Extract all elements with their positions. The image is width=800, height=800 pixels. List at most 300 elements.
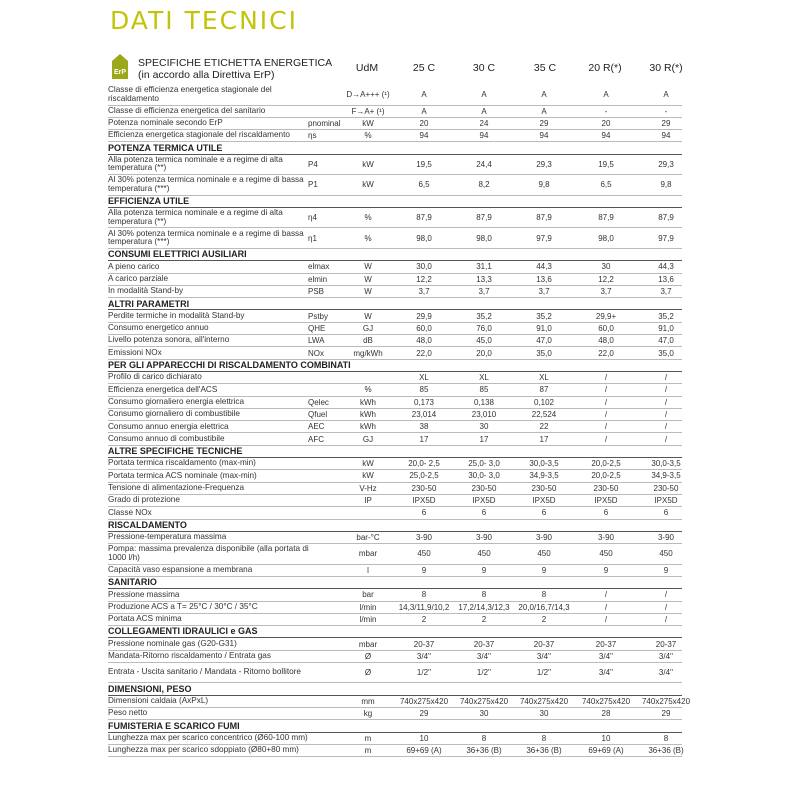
row-value: 30,0- 3,0: [468, 471, 500, 481]
row-label: Peso netto: [108, 708, 148, 718]
row-label: Tensione di alimentazione-Frequenza: [108, 483, 245, 493]
row-symbol: pnominal: [308, 118, 341, 128]
row-value: 87,9: [476, 213, 492, 223]
row-value: 29: [419, 709, 429, 719]
row-value: 3-90: [597, 532, 614, 542]
row-label: Pressione massima: [108, 589, 180, 599]
row-value: 3/4'': [598, 668, 614, 678]
row-value: IPX5D: [594, 496, 618, 506]
table-row: [108, 544, 682, 565]
row-value: /: [604, 373, 608, 383]
row-unit: W: [364, 262, 372, 272]
row-symbol: elmax: [308, 262, 330, 272]
row-unit: kWh: [360, 397, 376, 407]
table-row: [108, 106, 682, 118]
row-label: Consumo giornaliero di combustibile: [108, 409, 240, 419]
section-title: ALTRE SPECIFICHE TECNICHE: [108, 446, 243, 457]
page-title: DATI TECNICI: [110, 6, 298, 35]
row-value: 20-37: [655, 639, 677, 649]
row-value: 740x275x420: [641, 696, 691, 706]
row-value: 19,5: [598, 159, 614, 169]
table-row: [108, 261, 682, 273]
row-value: 6: [541, 508, 547, 518]
erp-label-icon: [108, 52, 132, 80]
row-value: 13,6: [536, 274, 552, 284]
row-value: /: [604, 590, 608, 600]
row-label: Pompa: massima prevalenza disponibile (alla portata di 1000 l/h): [108, 544, 309, 562]
row-label: Produzione ACS a T= 25°C / 30°C / 35°C: [108, 601, 258, 611]
row-value: 450: [599, 549, 613, 559]
row-value: 3-90: [535, 532, 552, 542]
row-label: A pieno carico: [108, 261, 160, 271]
row-value: 76,0: [476, 323, 492, 333]
row-symbol: [308, 614, 344, 625]
row-value: -: [604, 106, 608, 116]
row-value: IPX5D: [532, 496, 556, 506]
section-header: [108, 626, 682, 638]
table-row: [108, 130, 682, 142]
table-row: [108, 228, 682, 249]
row-symbol: [308, 638, 344, 649]
row-value: 98,0: [476, 233, 492, 243]
row-value: A: [421, 106, 427, 116]
row-value: 3,7: [478, 287, 490, 297]
row-value: 6: [603, 508, 609, 518]
row-value: 36+36 (B): [648, 746, 684, 756]
row-value: 35,2: [476, 311, 492, 321]
row-unit: IP: [364, 496, 372, 506]
row-value: 1/2'': [476, 668, 492, 678]
row-value: 60,0: [416, 323, 432, 333]
row-value: 87: [539, 385, 549, 395]
row-unit: m: [364, 733, 372, 743]
row-symbol: [308, 458, 344, 469]
column-header-20r: 20 R(*): [588, 62, 622, 74]
row-value: 30: [479, 422, 489, 432]
row-value: A: [663, 90, 669, 100]
table-row: [108, 384, 682, 396]
row-value: 0,173: [413, 397, 435, 407]
row-value: 3-90: [415, 532, 432, 542]
section-title: EFFICIENZA UTILE: [108, 196, 190, 207]
row-value: 230-50: [653, 483, 679, 493]
row-unit: Ø: [364, 651, 372, 661]
row-symbol: η1: [308, 233, 317, 243]
row-label: Alla potenza termica nominale e a regime di alta temperatura (**): [108, 154, 283, 173]
row-value: 450: [659, 549, 673, 559]
row-unit: mg/kWh: [353, 348, 383, 358]
row-value: 87,9: [598, 213, 614, 223]
section-header: [108, 360, 682, 372]
row-value: 8: [541, 590, 547, 600]
row-label: Consumo annuo energia elettrica: [108, 421, 229, 431]
section-header: [108, 577, 682, 589]
row-label: Pressione nominale gas (G20-G31): [108, 638, 237, 648]
row-unit: kWh: [360, 409, 376, 419]
row-value: 3/4'': [598, 651, 614, 661]
row-value: 13,6: [658, 274, 674, 284]
row-value: 450: [537, 549, 551, 559]
row-label: Consumo annuo di combustibile: [108, 433, 225, 443]
row-value: 3,7: [538, 287, 550, 297]
row-value: 87,9: [658, 213, 674, 223]
row-unit: [340, 372, 396, 383]
row-label: Lunghezza max per scarico sdoppiato (Ø80+80 mm): [108, 745, 299, 755]
row-unit: kW: [362, 180, 374, 190]
row-value: 94: [601, 131, 611, 141]
section-title: SANITARIO: [108, 577, 157, 588]
row-value: /: [604, 434, 608, 444]
row-unit: kW: [362, 459, 374, 469]
row-symbol: LWA: [308, 336, 325, 346]
row-value: 23,010: [471, 409, 497, 419]
row-label: Consumo energetico annuo: [108, 323, 209, 333]
row-value: 94: [539, 131, 549, 141]
section-header: [108, 683, 682, 695]
row-value: 31,1: [476, 262, 492, 272]
table-row: [108, 532, 682, 544]
row-value: 8,2: [478, 180, 490, 190]
row-unit: GJ: [362, 323, 374, 333]
row-value: /: [604, 602, 608, 612]
section-header: [108, 720, 682, 732]
section-header: [108, 298, 682, 310]
row-value: 24,4: [476, 159, 492, 169]
row-value: 20: [419, 118, 429, 128]
section-title: RISCALDAMENTO: [108, 519, 187, 530]
row-value: 29,9: [416, 311, 432, 321]
row-symbol: P4: [308, 159, 318, 169]
row-symbol: NOx: [308, 348, 324, 358]
row-value: 450: [477, 549, 491, 559]
row-value: 230-50: [471, 483, 497, 493]
row-value: 3-90: [657, 532, 674, 542]
row-value: 48,0: [416, 336, 432, 346]
row-value: 6,5: [600, 180, 612, 190]
row-symbol: [308, 589, 344, 600]
row-value: 23,014: [411, 409, 437, 419]
row-value: /: [664, 614, 668, 624]
row-symbol: [308, 384, 344, 395]
row-unit: l: [367, 565, 369, 575]
row-unit: W: [364, 287, 372, 297]
row-value: 91,0: [536, 323, 552, 333]
row-value: 30: [539, 709, 549, 719]
row-symbol: Qelec: [308, 397, 329, 407]
table-row: [108, 397, 682, 409]
row-label: Al 30% potenza termica nominale e a regime di bassa temperatura (***): [108, 228, 304, 247]
row-value: 17,2/14,3/12,3: [458, 602, 510, 612]
row-value: 2: [421, 614, 427, 624]
row-value: 8: [481, 733, 487, 743]
row-unit: [340, 507, 396, 518]
row-value: 36+36 (B): [466, 746, 502, 756]
row-value: IPX5D: [412, 496, 436, 506]
column-header-30r: 30 R(*): [649, 62, 683, 74]
row-value: 22: [539, 422, 549, 432]
row-symbol: ηs: [308, 131, 317, 141]
row-value: 20: [601, 118, 611, 128]
row-value: 740x275x420: [519, 696, 569, 706]
table-row: [108, 433, 682, 445]
table-row: [108, 274, 682, 286]
row-symbol: [308, 495, 344, 506]
row-value: 740x275x420: [399, 696, 449, 706]
row-value: /: [604, 409, 608, 419]
row-value: 20-37: [533, 639, 555, 649]
row-label: Portata termica ACS nominale (max-min): [108, 470, 257, 480]
row-label: Classe NOx: [108, 507, 152, 517]
row-value: 29: [539, 118, 549, 128]
row-unit: %: [364, 131, 372, 141]
row-unit: kWh: [360, 422, 376, 432]
row-value: /: [604, 397, 608, 407]
row-value: 12,2: [598, 274, 614, 284]
row-value: 740x275x420: [581, 696, 631, 706]
row-value: 740x275x420: [459, 696, 509, 706]
row-value: 17: [479, 434, 489, 444]
row-label: Alla potenza termica nominale e a regime di alta temperatura (**): [108, 208, 283, 226]
row-value: A: [541, 106, 547, 116]
row-label: Entrata - Uscita sanitario / Mandata - Ritorno bollitore: [108, 667, 301, 677]
row-value: 97,9: [658, 233, 674, 243]
row-value: 35,0: [536, 348, 552, 358]
row-symbol: [308, 507, 344, 518]
row-label: Livello potenza sonora, all'interno: [108, 335, 230, 345]
table-row: [108, 335, 682, 347]
row-value: 13,3: [476, 274, 492, 284]
row-label: Perdite termiche in modalità Stand-by: [108, 310, 245, 320]
row-unit: mbar: [358, 549, 378, 559]
row-value: A: [481, 90, 487, 100]
row-value: 20,0/16,7/14,3: [518, 602, 570, 612]
row-value: 25,0-2,5: [409, 471, 439, 481]
row-value: 6: [421, 508, 427, 518]
table-row: [108, 409, 682, 421]
table-row: [108, 175, 682, 196]
row-label: Emissioni NOx: [108, 347, 162, 357]
section-title: ALTRI PARAMETRI: [108, 298, 190, 309]
row-value: 3/4'': [476, 651, 492, 661]
column-header-35c: 35 C: [533, 62, 557, 74]
row-label: Classe di efficienza energetica stagionale del riscaldamento: [108, 85, 272, 103]
row-value: 25,0- 3,0: [468, 459, 500, 469]
table-row: [108, 155, 682, 176]
row-value: 91,0: [658, 323, 674, 333]
row-value: /: [604, 385, 608, 395]
row-value: XL: [539, 373, 549, 383]
row-value: 17: [539, 434, 549, 444]
row-unit: kW: [362, 118, 374, 128]
row-value: 20,0-2,5: [591, 471, 621, 481]
row-label: Classe di efficienza energetica del sanitario: [108, 105, 266, 115]
section-header: [108, 446, 682, 458]
row-value: 3,7: [600, 287, 612, 297]
row-value: 35,0: [658, 348, 674, 358]
row-value: 30,0-3,5: [529, 459, 559, 469]
row-symbol: [308, 696, 344, 707]
row-unit: l/min: [359, 614, 377, 624]
row-symbol: [308, 745, 344, 756]
row-value: 69+69 (A): [588, 746, 624, 756]
section-header: [108, 196, 682, 208]
row-value: /: [664, 409, 668, 419]
row-value: 87,9: [536, 213, 552, 223]
row-value: 6,5: [418, 180, 430, 190]
section-title: CONSUMI ELETTRICI AUSILIARI: [108, 249, 247, 260]
row-symbol: [308, 663, 344, 683]
row-value: 10: [419, 733, 429, 743]
row-symbol: AEC: [308, 422, 325, 432]
row-value: 28: [601, 709, 611, 719]
row-value: 20-37: [473, 639, 495, 649]
row-value: 230-50: [531, 483, 557, 493]
table-row: [108, 208, 682, 229]
row-value: 1/2'': [416, 668, 432, 678]
row-value: /: [664, 590, 668, 600]
row-value: 3/4'': [658, 651, 674, 661]
table-row: [108, 495, 682, 507]
row-symbol: [308, 733, 344, 744]
row-value: A: [603, 90, 609, 100]
row-label: Portata termica riscaldamento (max-min): [108, 458, 256, 468]
table-row: [108, 458, 682, 470]
row-value: /: [664, 602, 668, 612]
row-unit: D→A+++ (¹): [346, 90, 390, 100]
row-value: 3-90: [475, 532, 492, 542]
row-value: 29: [661, 709, 671, 719]
row-unit: W: [364, 274, 372, 284]
column-header-30c: 30 C: [472, 62, 496, 74]
row-value: 17: [419, 434, 429, 444]
row-label: A carico parziale: [108, 273, 169, 283]
row-value: 29,3: [658, 159, 674, 169]
table-row: [108, 118, 682, 130]
row-label: Potenza nominale secondo ErP: [108, 118, 223, 128]
row-label: Mandata-Ritorno riscaldamento / Entrata gas: [108, 651, 271, 661]
row-symbol: [308, 651, 344, 662]
section-title: FUMISTERIA E SCARICO FUMI: [108, 720, 240, 731]
row-unit: GJ: [362, 434, 374, 444]
row-value: 20,0-2,5: [591, 459, 621, 469]
row-symbol: [308, 544, 344, 564]
row-value: 3/4'': [658, 668, 674, 678]
table-row: [108, 708, 682, 720]
section-header: [108, 249, 682, 261]
row-symbol: [308, 532, 344, 543]
row-value: 3,7: [418, 287, 430, 297]
row-label: Profilo di carico dichiarato: [108, 372, 202, 382]
row-symbol: elmin: [308, 274, 328, 284]
table-row: [108, 663, 682, 684]
row-label: Efficienza energetica stagionale del riscaldamento: [108, 130, 290, 140]
row-label: Al 30% potenza termica nominale e a regime di bassa temperatura (***): [108, 175, 304, 193]
table-row: [108, 614, 682, 626]
row-unit: W: [364, 311, 372, 321]
row-unit: bar: [362, 590, 374, 600]
row-value: A: [481, 106, 487, 116]
row-unit: m: [364, 746, 372, 756]
row-value: 35,2: [658, 311, 674, 321]
row-symbol: [308, 470, 344, 481]
row-value: 85: [479, 385, 489, 395]
row-unit: dB: [363, 336, 373, 346]
row-value: /: [664, 373, 668, 383]
column-header-25c: 25 C: [412, 62, 436, 74]
table-row: [108, 651, 682, 663]
row-value: 450: [417, 549, 431, 559]
row-value: /: [664, 434, 668, 444]
row-value: 6: [663, 508, 669, 518]
table-row: [108, 310, 682, 322]
section-title: COLLEGAMENTI IDRAULICI e GAS: [108, 626, 258, 637]
row-unit: kg: [363, 709, 373, 719]
section-title: DIMENSIONI, PESO: [108, 683, 192, 694]
row-unit: %: [364, 385, 372, 395]
table-row: [108, 733, 682, 745]
row-value: 20,0: [476, 348, 492, 358]
row-value: 30: [601, 262, 611, 272]
row-value: 87,9: [416, 213, 432, 223]
row-value: 230-50: [411, 483, 437, 493]
row-value: 1/2'': [536, 668, 552, 678]
table-row: [108, 696, 691, 708]
row-symbol: [308, 85, 344, 105]
row-value: A: [541, 90, 547, 100]
table-row: [108, 421, 682, 433]
row-value: 9: [603, 565, 609, 575]
row-value: 94: [419, 131, 429, 141]
row-value: 29,9+: [595, 311, 617, 321]
row-value: 20,0- 2,5: [408, 459, 440, 469]
header-title-line1: SPECIFICHE ETICHETTA ENERGETICA: [138, 57, 333, 69]
row-unit: %: [364, 213, 372, 223]
row-value: 45,0: [476, 336, 492, 346]
row-value: /: [604, 422, 608, 432]
row-value: 8: [663, 733, 669, 743]
row-unit: l/min: [359, 602, 377, 612]
row-value: 60,0: [598, 323, 614, 333]
row-value: 230-50: [593, 483, 619, 493]
row-symbol: PSB: [308, 287, 325, 297]
row-value: 94: [479, 131, 489, 141]
row-value: 22,524: [531, 409, 557, 419]
row-value: 19,5: [416, 159, 432, 169]
row-value: 0,138: [473, 397, 495, 407]
row-symbol: η4: [308, 213, 317, 223]
row-label: Portata ACS minima: [108, 614, 182, 624]
row-value: 30: [479, 709, 489, 719]
row-value: 29,3: [536, 159, 552, 169]
table-row: [108, 286, 682, 298]
row-value: 85: [419, 385, 429, 395]
row-value: 24: [479, 118, 489, 128]
row-label: Efficienza energetica dell'ACS: [108, 384, 218, 394]
row-value: 8: [481, 590, 487, 600]
row-symbol: [308, 565, 344, 576]
row-unit: bar-°C: [356, 532, 380, 542]
row-value: 97,9: [536, 233, 552, 243]
row-value: 9: [481, 565, 487, 575]
row-value: 20-37: [413, 639, 435, 649]
table-row: [108, 602, 682, 614]
header-title-line2: (in accordo alla Direttiva ErP): [138, 69, 275, 81]
row-value: 36+36 (B): [526, 746, 562, 756]
row-value: 98,0: [416, 233, 432, 243]
row-unit: V-Hz: [359, 483, 377, 493]
row-value: 94: [661, 131, 671, 141]
row-label: Capacità vaso espansione a membrana: [108, 565, 253, 574]
